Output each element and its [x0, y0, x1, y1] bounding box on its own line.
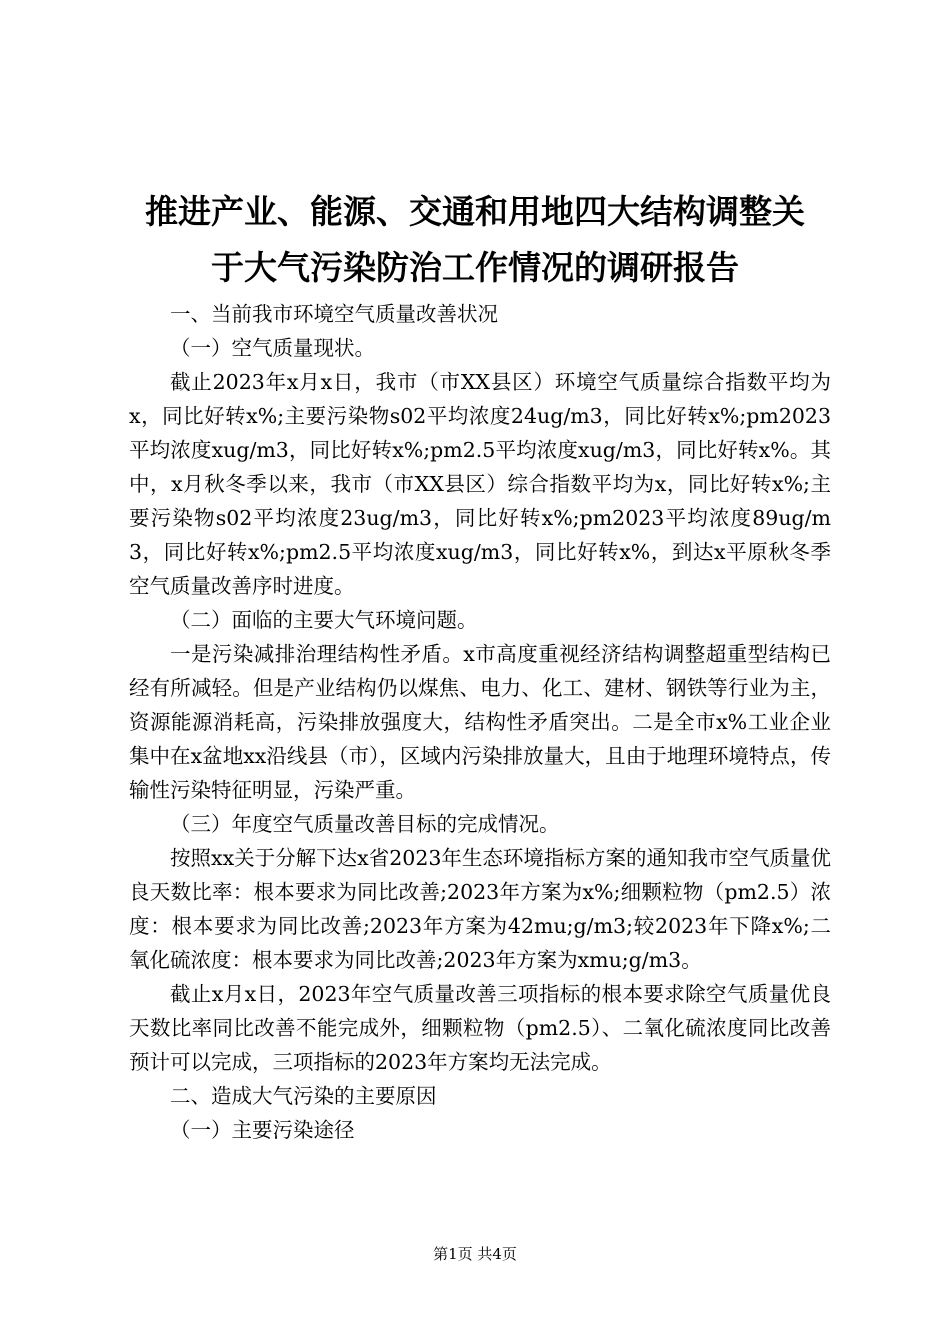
- document-title-line-1: 推进产业、能源、交通和用地四大结构调整关: [145, 192, 805, 231]
- document-body: [129, 297, 831, 1147]
- subsection-heading-1-2: （二）面临的主要大气环境问题。: [170, 608, 478, 632]
- body-paragraph: 截止x月x日，2023年空气质量改善三项指标的根本要求除空气质量优良天数比率同比改善不能完成外，细颗粒物（pm2.5）、二氧化硫浓度同比改善预计可以完成，三项指标的2023年方案均无法完成。: [129, 982, 831, 1074]
- section-heading-1: 一、当前我市环境空气质量改善状况: [170, 302, 498, 326]
- subsection-heading-1-1: （一）空气质量现状。: [170, 336, 375, 360]
- section-heading-2: 二、造成大气污染的主要原因: [170, 1084, 437, 1108]
- body-paragraph: 按照xx关于分解下达x省2023年生态环境指标方案的通知我市空气质量优良天数比率：根本要求为同比改善;2023年方案为x%;细颗粒物（pm2.5）浓度：根本要求为同比改善;2023年方案为42mu;g/m3;较2023年下降x%;二氧化硫浓度：根本要求为同比改善;2023年方案为xmu;g/m3。: [129, 846, 831, 972]
- body-paragraph: 截止2023年x月x日，我市（市XX县区）环境空气质量综合指数平均为x，同比好转x%;主要污染物s02平均浓度24ug/m3，同比好转x%;pm2023平均浓度xug/m3，同比好转x%;pm2.5平均浓度xug/m3，同比好转x%。其中，x月秋冬季以来，我市（市XX县区）综合指数平均为x，同比好转x%;主要污染物s02平均浓度23ug/m3，同比好转x%;pm2023平均浓度89ug/m3，同比好转x%;pm2.5平均浓度xug/m3，同比好转x%，到达x平原秋冬季空气质量改善序时进度。: [129, 370, 831, 598]
- subsection-heading-1-3: （三）年度空气质量改善目标的完成情况。: [170, 812, 560, 836]
- document-title-line-2: 于大气污染防治工作情况的调研报告: [211, 248, 739, 287]
- subsection-heading-2-1: （一）主要污染途径: [170, 1118, 355, 1142]
- body-paragraph: 一是污染减排治理结构性矛盾。x市高度重视经济结构调整超重型结构已经有所减轻。但是产业结构仍以煤焦、电力、化工、建材、钢铁等行业为主，资源能源消耗高，污染排放强度大，结构性矛盾突出。二是全市x%工业企业集中在x盆地xx沿线县（市），区域内污染排放量大，且由于地理环境特点，传输性污染特征明显，污染严重。: [129, 642, 831, 802]
- page-number: 第1页 共4页: [433, 1245, 517, 1263]
